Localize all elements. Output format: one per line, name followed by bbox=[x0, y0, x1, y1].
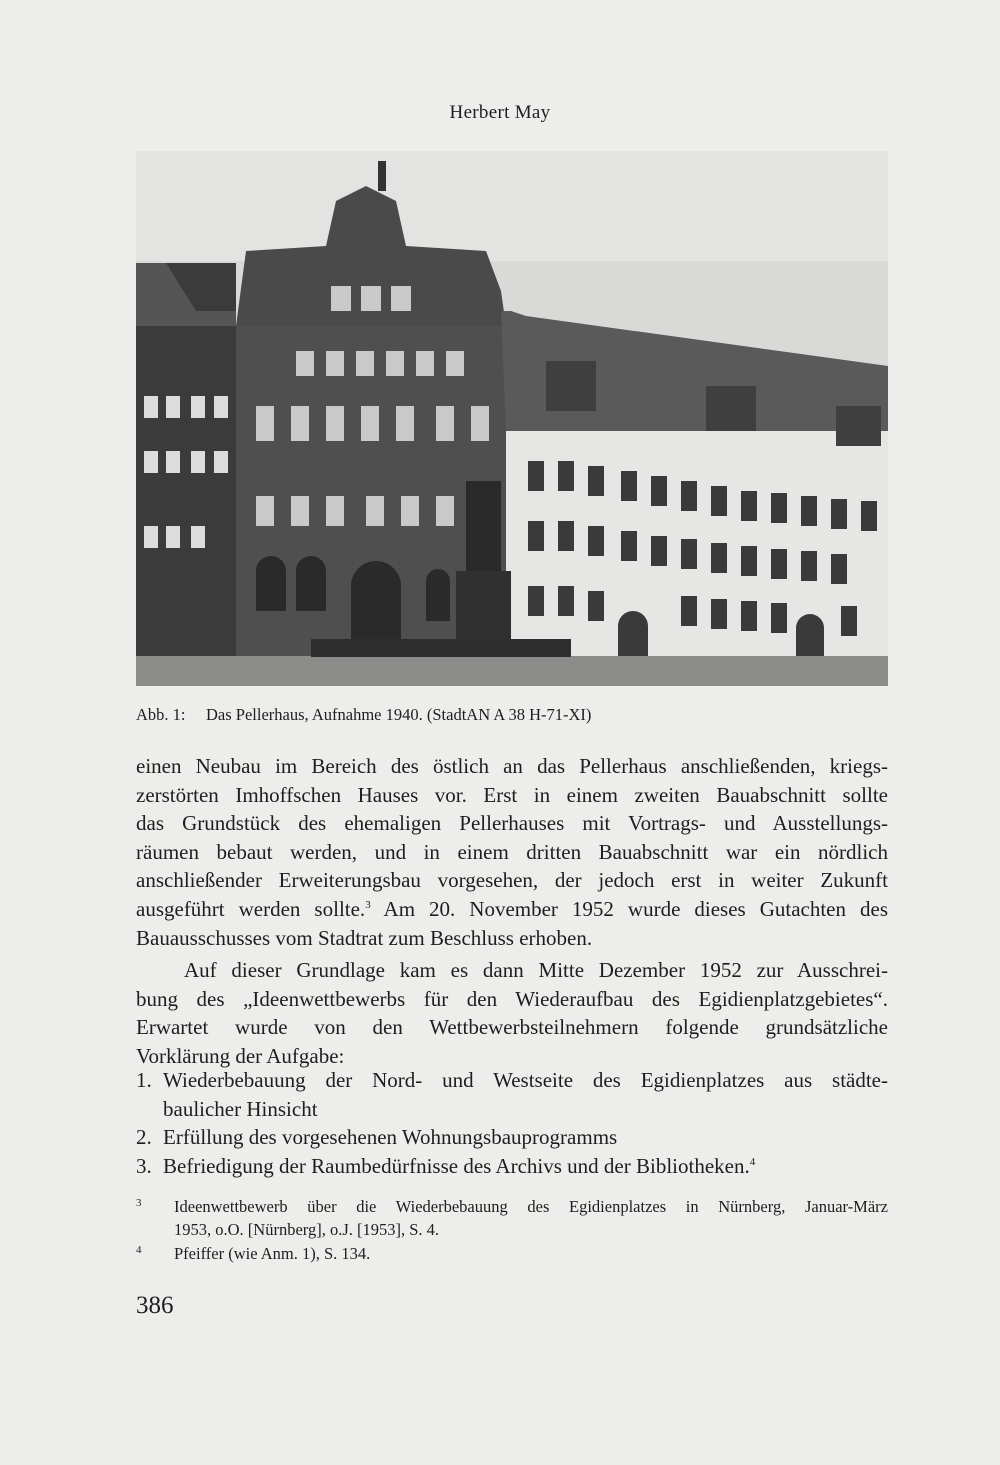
body-text bbox=[136, 752, 888, 1071]
running-head: Herbert May bbox=[449, 102, 551, 123]
list-item-number: 3. bbox=[136, 1153, 152, 1178]
footnote-3-line-1: Ideenwettbewerb über die Wiederbebauung des Egidienplatzes in Nürnberg, Januar-März bbox=[174, 1197, 888, 1216]
numbered-list bbox=[136, 1066, 888, 1180]
footnote-ref-3: 3 bbox=[365, 898, 371, 911]
paragraph-2-line-2: bung des „Ideenwettbewerbs für den Wiederaufbau des Egidienplatzgebietes“. bbox=[136, 986, 888, 1011]
paragraph-1-last-line: Bauausschusses vom Stadtrat zum Beschluss erhoben. bbox=[136, 925, 593, 950]
footnote-text bbox=[174, 1196, 888, 1241]
caption-text: Das Pellerhaus, Aufnahme 1940. (StadtAN A 38 H-71-XI) bbox=[206, 705, 592, 724]
paragraph-2 bbox=[136, 956, 888, 1070]
list-item-number: 1. bbox=[136, 1068, 152, 1092]
list-item-1-line-2: baulicher Hinsicht bbox=[163, 1096, 318, 1121]
list-item bbox=[136, 1066, 888, 1123]
footnote-ref-4: 4 bbox=[749, 1155, 756, 1168]
paragraph-1-line-6 bbox=[136, 895, 888, 924]
page-number: 386 bbox=[136, 1292, 174, 1319]
figure-caption bbox=[136, 705, 591, 725]
footnotes bbox=[136, 1196, 888, 1268]
list-item-3-text: Befriedigung der Raumbedürfnisse des Archivs und der Bibliotheken. bbox=[163, 1153, 750, 1178]
footnote bbox=[136, 1243, 888, 1266]
list-item-number: 2. bbox=[136, 1125, 152, 1150]
footnote-3-line-2: 1953, o.O. [Nürnberg], o.J. [1953], S. 4. bbox=[174, 1219, 440, 1239]
paragraph-2-line-1: Auf dieser Grundlage kam es dann Mitte Dezember 1952 zur Ausschrei- bbox=[184, 958, 888, 983]
paragraph-2-line-3: Erwartet wurde von den Wettbewerbsteilnehmern folgende grundsätzliche bbox=[136, 1015, 888, 1040]
list-item-text: Erfüllung des vorgesehenen Wohnungsbauprogramms bbox=[163, 1125, 618, 1150]
figure-photo-pellerhaus bbox=[136, 151, 888, 686]
caption-number: Abb. 1: bbox=[136, 705, 186, 724]
paragraph-1-line-3: das Grundstück des ehemaligen Pellerhauses mit Vortrags- und Ausstellungs- bbox=[136, 811, 888, 836]
list-item-1-line-1: Wiederbebauung der Nord- und Westseite des Egidienplatzes aus städte- bbox=[163, 1068, 888, 1092]
footnote-mark: 3 bbox=[136, 1197, 142, 1209]
paragraph-1-line-4: räumen bebaut werden, und in einem dritten Bauabschnitt war ein nördlich bbox=[136, 839, 888, 864]
footnote-mark: 4 bbox=[136, 1244, 142, 1256]
list-item-text bbox=[163, 1066, 888, 1123]
paragraph-1 bbox=[136, 752, 888, 952]
paragraph-2-last-line: Vorklärung der Aufgabe: bbox=[136, 1043, 345, 1068]
footnote-text: Pfeiffer (wie Anm. 1), S. 134. bbox=[174, 1244, 371, 1263]
paragraph-1-line-1: einen Neubau im Bereich des östlich an das Pellerhaus anschließenden, kriegs- bbox=[136, 754, 888, 778]
list-item bbox=[136, 1123, 888, 1152]
paragraph-1-line-5: anschließender Erweiterungsbau vorgesehen, der jedoch erst in weiter Zukunft bbox=[136, 868, 888, 893]
paragraph-1-line-6-before: ausgeführt werden sollte. bbox=[136, 896, 366, 921]
paragraph-1-line-2: zerstörten Imhoffschen Hauses vor. Erst in einem zweiten Bauabschnitt sollte bbox=[136, 782, 888, 807]
paragraph-1-line-6-after: Am 20. November 1952 wurde dieses Gutachten des bbox=[370, 896, 888, 921]
list-item bbox=[136, 1152, 888, 1181]
footnote bbox=[136, 1196, 888, 1241]
list-item-text bbox=[163, 1152, 888, 1181]
